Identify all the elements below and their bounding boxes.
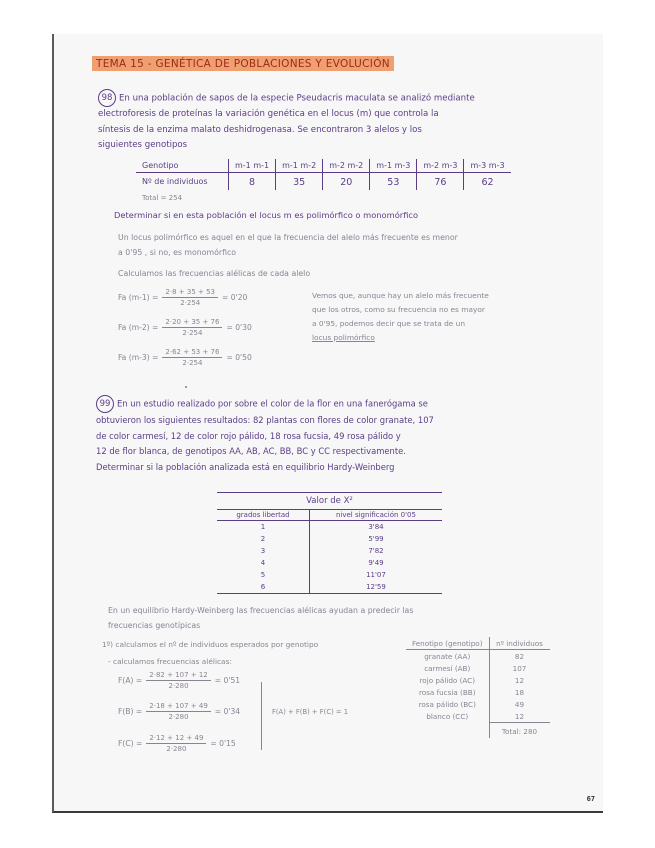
q98-line: síntesis de la enzima malato deshidrogenasa. Se encontraron 3 alelos y los: [98, 124, 422, 135]
denominator: 2·280: [168, 713, 189, 721]
df-cell: 1: [260, 523, 266, 531]
formula-fa: [118, 671, 240, 690]
table-header: nivel significación 0'05: [309, 510, 442, 521]
df-cell: 3: [260, 547, 266, 555]
phenotype-cell: rosa fucsia (BB): [418, 687, 476, 697]
formula-label: F(B) =: [118, 707, 143, 716]
chi-value-cell: 5'99: [309, 533, 442, 545]
denominator: 2·254: [180, 299, 201, 307]
denominator: 2·280: [168, 682, 189, 690]
count-cell: 12: [489, 710, 550, 723]
df-cell: 6: [260, 583, 266, 591]
chi-value-cell: 9'49: [309, 557, 442, 569]
phenotype-cell: rojo pálido (AC): [419, 675, 475, 685]
phenotype-cell: granate (AA): [424, 651, 471, 661]
formula-result: = 0'20: [222, 293, 248, 302]
q98-number: 98: [98, 89, 116, 107]
formula-label: F(A) =: [118, 676, 143, 685]
q98-line: En una población de sapos de la especie Pseudacris maculata se analizó mediante: [119, 93, 475, 104]
q99-line: 12 de flor blanca, de genotipos AA, AB, AC, BB, BC y CC respectivamente.: [96, 446, 406, 457]
hw-intro-line: frecuencias genotípicas: [108, 620, 201, 630]
numerator: 2·62 + 53 + 76: [162, 348, 222, 358]
genotype-cell: m-2 m-3: [417, 159, 464, 173]
numerator: 2·20 + 35 + 76: [162, 318, 222, 328]
formula-label: F(C) =: [118, 739, 143, 748]
genotype-cell: m-1 m-3: [370, 159, 417, 173]
table-header: Nº de individuos: [142, 177, 208, 186]
table-header: Genotipo: [136, 159, 229, 173]
step1-sub: - calculamos frecuencias alélicas:: [108, 657, 232, 666]
q99-line: Determinar si la población analizada está en equilibrio Hardy-Weinberg: [96, 461, 395, 472]
formula-label: Fa (m-1) =: [118, 293, 159, 302]
definition-line: a 0'95 , si no, es monomórfico: [118, 247, 237, 257]
formula-result: = 0'34: [214, 707, 241, 716]
denominator: 2·280: [166, 745, 187, 753]
numerator: 2·18 + 107 + 49: [146, 702, 211, 712]
table-header: nº individuos: [489, 637, 550, 650]
numerator: 2·82 + 107 + 12: [146, 671, 211, 681]
ink-dot: [185, 386, 187, 388]
genotype-cell: m-1 m-1: [229, 159, 276, 173]
numerator: 2·8 + 35 + 53: [162, 288, 218, 298]
numerator: 2·12 + 12 + 49: [146, 734, 206, 744]
q98-statement: [98, 89, 475, 154]
conclusion-line: que los otros, como su frecuencia no es mayor: [312, 305, 485, 314]
step1: 1º) calculamos el nº de individuos esperados por genotipo: [102, 640, 319, 649]
phenotype-cell: carmesí (AB): [424, 663, 471, 673]
count-cell: 18: [489, 686, 550, 698]
table-caption: Valor de X²: [217, 493, 442, 510]
formula-result: = 0'51: [214, 676, 241, 685]
genotype-cell: m-2 m-2: [323, 159, 370, 173]
df-cell: 5: [260, 571, 266, 579]
chi-value-cell: 3'84: [309, 521, 442, 534]
q99-line: En un estudio realizado por sobre el color de la flor en una fanerógama se: [117, 398, 428, 409]
count-cell: 82: [489, 650, 550, 663]
phenotype-cell: blanco (CC): [426, 711, 469, 721]
conclusion-line: Vemos que, aunque hay un alelo más frecuente: [312, 291, 489, 300]
genotype-cell: m-3 m-3: [464, 159, 511, 173]
brace-line: [261, 682, 262, 750]
count-cell: 12: [489, 674, 550, 686]
chi-value-cell: 12'59: [309, 581, 442, 594]
calc-intro: Calculamos las frecuencias alélicas de cada alelo: [118, 269, 311, 278]
q99-statement: [96, 395, 434, 475]
df-cell: 2: [260, 535, 266, 543]
q99-number: 99: [96, 395, 114, 413]
formula-result: = 0'30: [226, 323, 252, 332]
formula-fc: [118, 734, 236, 753]
count-cell: 62: [464, 173, 511, 191]
formula-label: Fa (m-3) =: [118, 353, 159, 362]
conclusion: [312, 289, 489, 345]
chi-value-cell: 7'82: [309, 545, 442, 557]
page-title: TEMA 15 - GENÉTICA DE POBLACIONES Y EVOLUCIÓN: [92, 56, 394, 71]
count-cell: 35: [276, 173, 323, 191]
count-cell: 76: [417, 173, 464, 191]
denominator: 2·254: [182, 359, 203, 367]
definition: [118, 231, 458, 260]
formula-m1: [118, 288, 247, 307]
formula-result: = 0'15: [210, 739, 236, 748]
df-cell: 4: [260, 559, 266, 567]
count-cell: 20: [323, 173, 370, 191]
total-note: Total = 254: [142, 194, 183, 202]
formula-m3: [118, 348, 252, 367]
q98-line: siguientes genotipos: [98, 140, 188, 150]
page-number: 67: [586, 795, 595, 803]
q99-line: de color carmesí, 12 de color rojo pálido, 18 rosa fucsia, 49 rosa pálido y: [96, 430, 401, 441]
count-cell: 49: [489, 698, 550, 710]
sum-note: F(A) + F(B) + F(C) = 1: [272, 708, 349, 716]
table-header: grados libertad: [217, 510, 309, 521]
conclusion-underlined: locus polimórfico: [312, 333, 375, 342]
genotype-table: [136, 159, 511, 190]
denominator: 2·254: [182, 329, 203, 337]
phenotype-table: [406, 637, 550, 738]
genotype-cell: m-1 m-2: [276, 159, 323, 173]
chi-value-cell: 11'07: [309, 569, 442, 581]
total-cell: Total: 280: [489, 723, 550, 738]
formula-result: = 0'50: [226, 353, 252, 362]
table-header: Fenotipo (genotipo): [406, 637, 489, 650]
conclusion-line: a 0'95, podemos decir que se trata de un: [312, 319, 466, 328]
chi-square-table: [217, 492, 442, 594]
hw-intro: [108, 604, 413, 633]
q98-line: electroforesis de proteínas la variación genética en el locus (m) que controla la: [98, 109, 439, 119]
q98-question: Determinar si en esta población el locus m es polimórfico o monomórfico: [114, 210, 419, 220]
formula-fb: [118, 702, 240, 721]
formula-m2: [118, 318, 252, 337]
count-cell: 107: [489, 662, 550, 674]
notebook-page: [52, 34, 603, 813]
definition-line: Un locus polimórfico es aquel en el que la frecuencia del alelo más frecuente es menor: [118, 233, 458, 242]
hw-intro-line: En un equilibrio Hardy-Weinberg las frecuencias alélicas ayudan a predecir las: [108, 606, 414, 615]
q99-line: obtuvieron los siguientes resultados: 82 plantas con flores de color granate, 107: [96, 415, 434, 425]
phenotype-cell: rosa pálido (BC): [418, 699, 476, 709]
count-cell: 53: [370, 173, 417, 191]
count-cell: 8: [229, 173, 276, 191]
formula-label: Fa (m-2) =: [118, 323, 159, 332]
